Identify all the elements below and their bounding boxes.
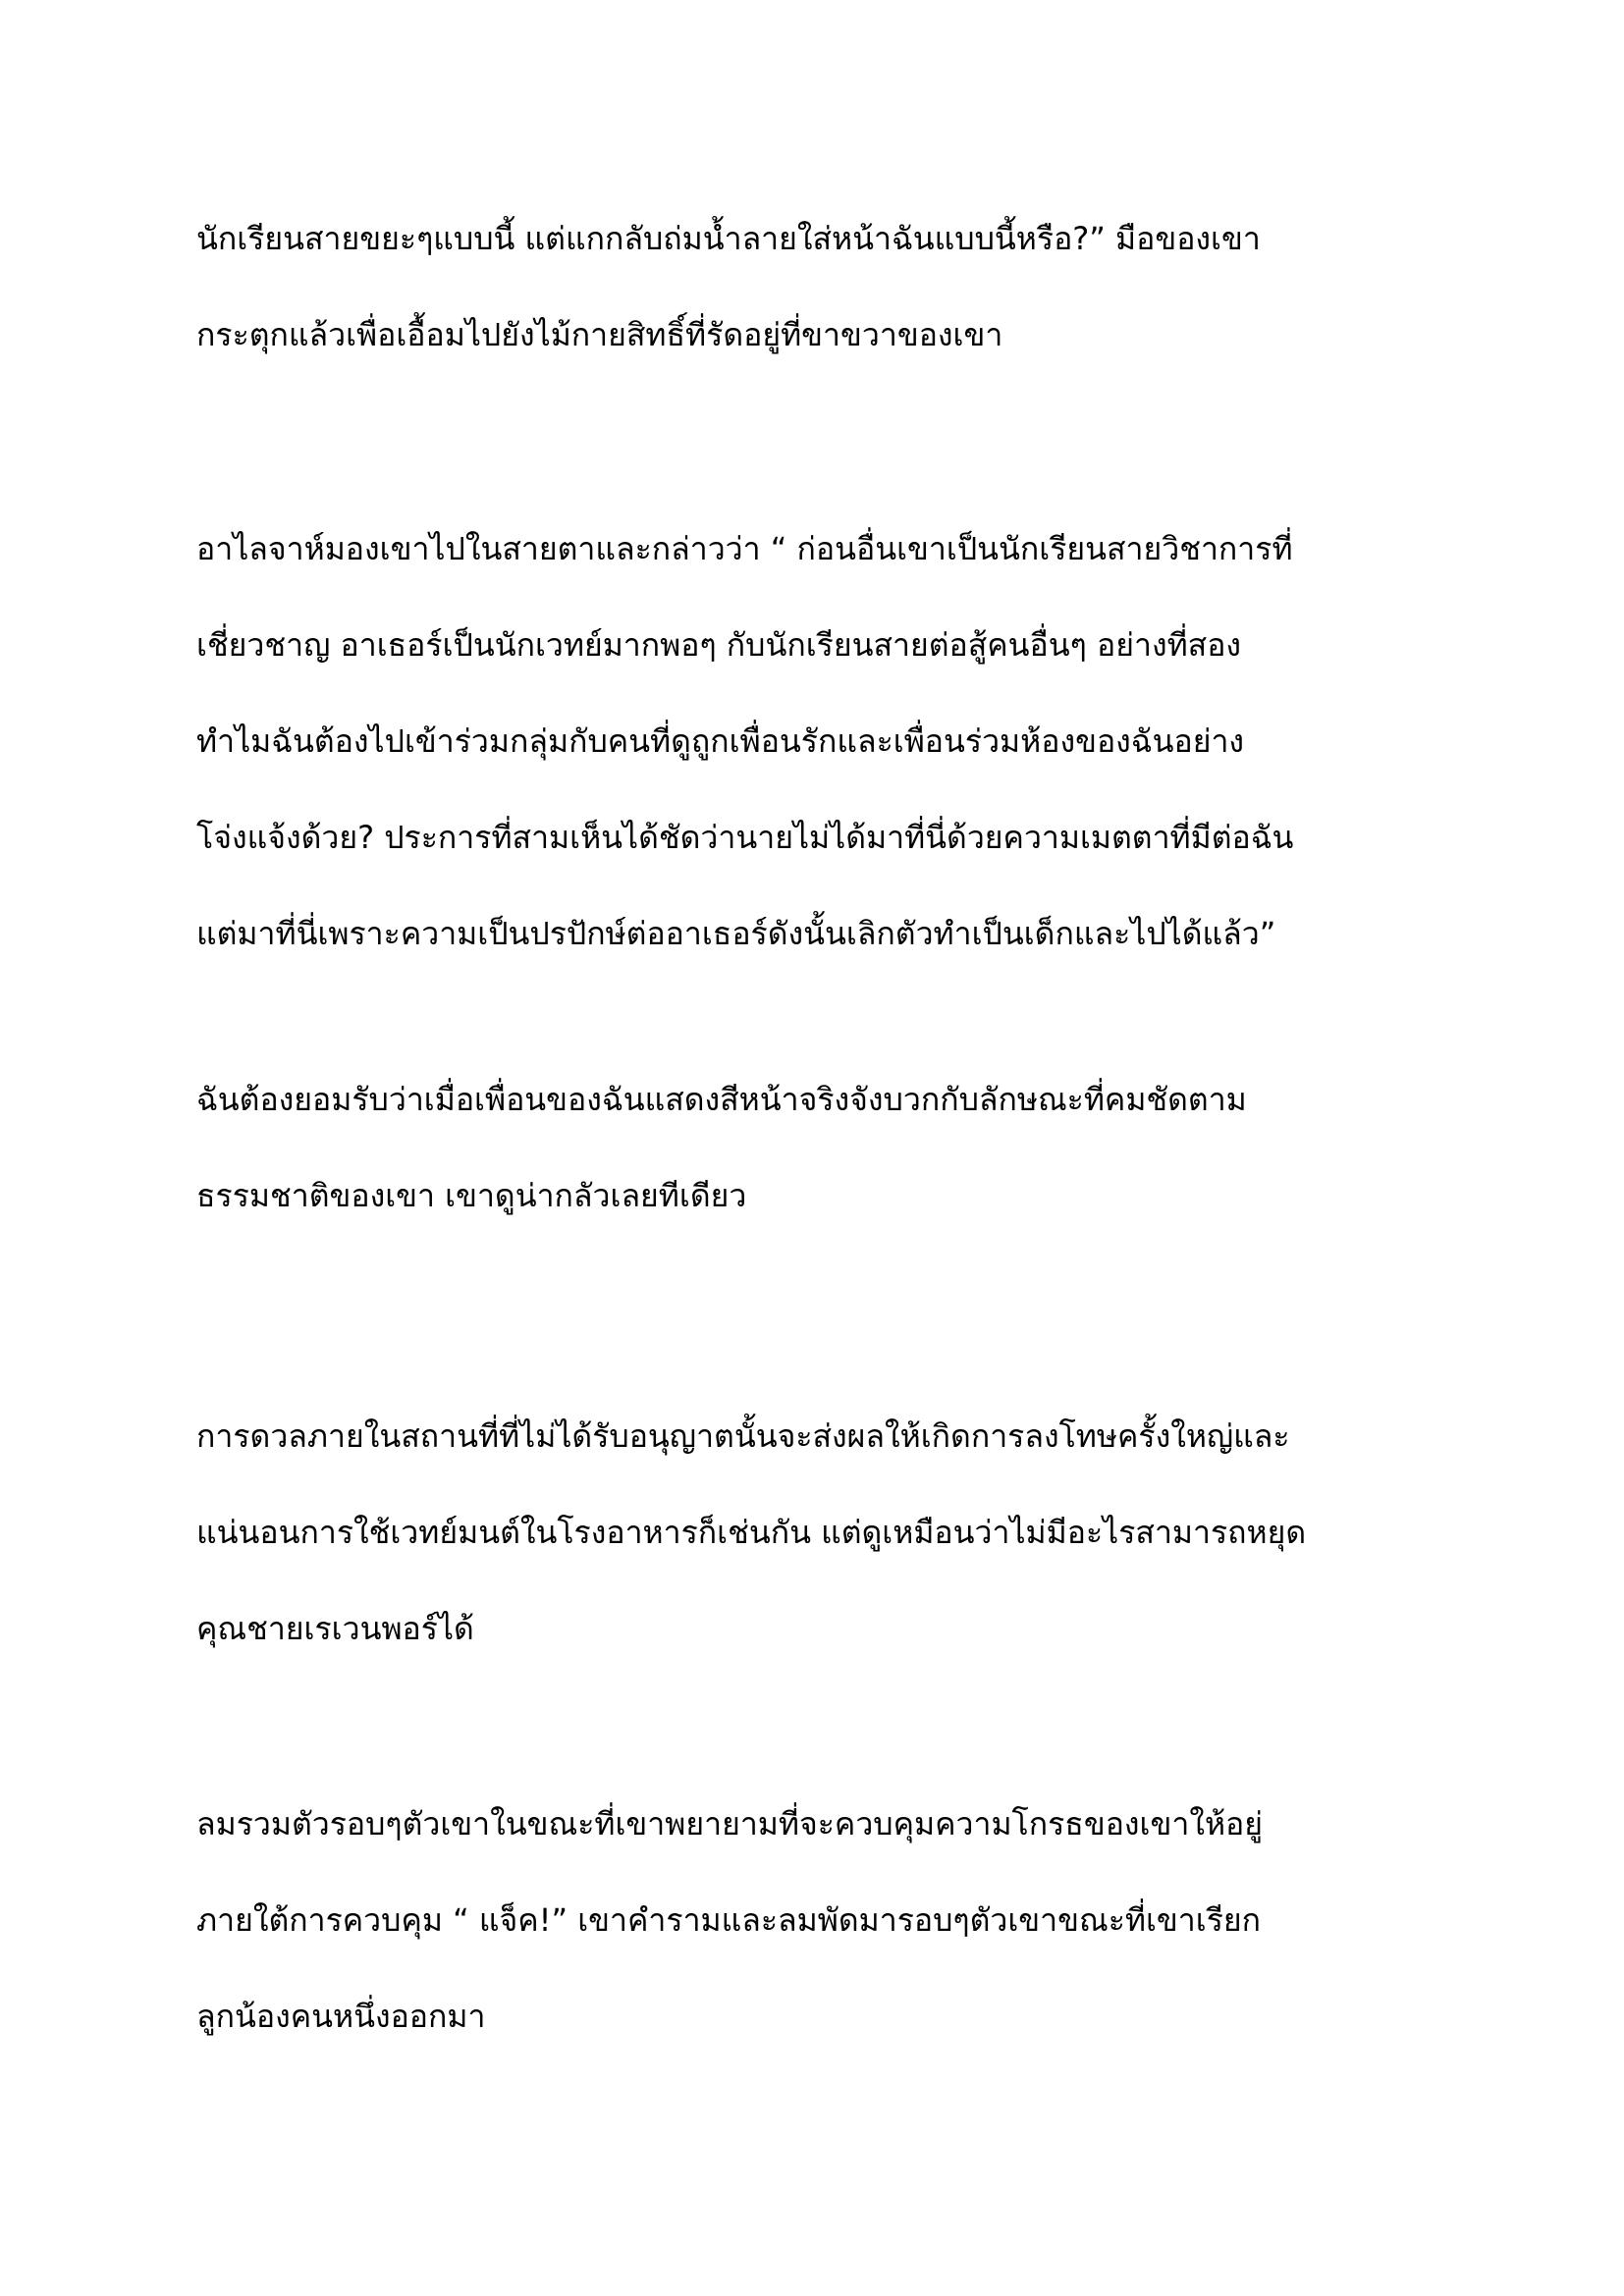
text-line: โจ่งแจ้งด้วย? ประการที่สามเห็นได้ชัดว่านายไม่ได้มาที่นี่ด้วยความเมตตาที่มีต่อฉัน [196,819,1294,856]
text-line: ทำไมฉันต้องไปเข้าร่วมกลุ่มกับคนที่ดูถูกเพื่อนรักและเพื่อนร่วมห้องของฉันอย่าง [196,722,1245,760]
text-line: แน่นอนการใช้เวทย์มนต์ในโรงอาหารก็เช่นกัน แต่ดูเหมือนว่าไม่มีอะไรสามารถหยุด [196,1514,1307,1551]
paragraph-3 [196,1051,1473,1244]
text-line: ลมรวมตัวรอบๆตัวเขาในขณะที่เขาพยายามที่จะควบคุมความโกรธของเขาให้อยู่ [196,1805,1264,1842]
paragraph-1 [196,190,1473,383]
text-line: คุณชายเรเวนพอร์ได้ [196,1610,474,1647]
text-line: กระตุกแล้วเพื่อเอื้อมไปยังไม้กายสิทธิ์ที่รัดอยู่ที่ขาขวาของเขา [196,316,1003,353]
text-line: นักเรียนสายขยะๆแบบนี้ แต่แกกลับถ่มน้ำลายใส่หน้าฉันแบบนี้หรือ?” มือของเขา [196,220,1261,257]
text-line: อาไลจาห์มองเขาไปในสายตาและกล่าวว่า “ ก่อนอื่นเขาเป็นนักเรียนสายวิชาการที่ [196,530,1293,567]
text-line: ฉันต้องยอมรับว่าเมื่อเพื่อนของฉันแสดงสีหน้าจริงจังบวกกับลักษณะที่คมชัดตาม [196,1081,1247,1118]
text-line: ลูกน้องคนหนึ่งออกมา [196,1998,486,2035]
text-line: ภายใต้การควบคุม “ แจ็ค!” เขาคำรามและลมพัดมารอบๆตัวเขาขณะที่เขาเรียก [196,1901,1261,1939]
paragraph-4 [196,1388,1473,1677]
text-line: ธรรมชาติของเขา เขาดูน่ากลัวเลยทีเดียว [196,1177,747,1214]
text-line: การดวลภายในสถานที่ที่ไม่ได้รับอนุญาตนั้นจะส่งผลให้เกิดการลงโทษครั้งใหญ่และ [196,1417,1290,1455]
text-line: เชี่ยวชาญ อาเธอร์เป็นนักเวทย์มากพอๆ กับนักเรียนสายต่อสู้คนอื่นๆ อย่างที่สอง [196,626,1242,664]
text-line: แต่มาที่นี่เพราะความเป็นปรปักษ์ต่ออาเธอร์ดังนั้นเลิกตัวทำเป็นเด็กและไปได้แล้ว” [196,915,1276,952]
paragraph-2 [196,501,1473,982]
paragraph-5 [196,1776,1473,2064]
